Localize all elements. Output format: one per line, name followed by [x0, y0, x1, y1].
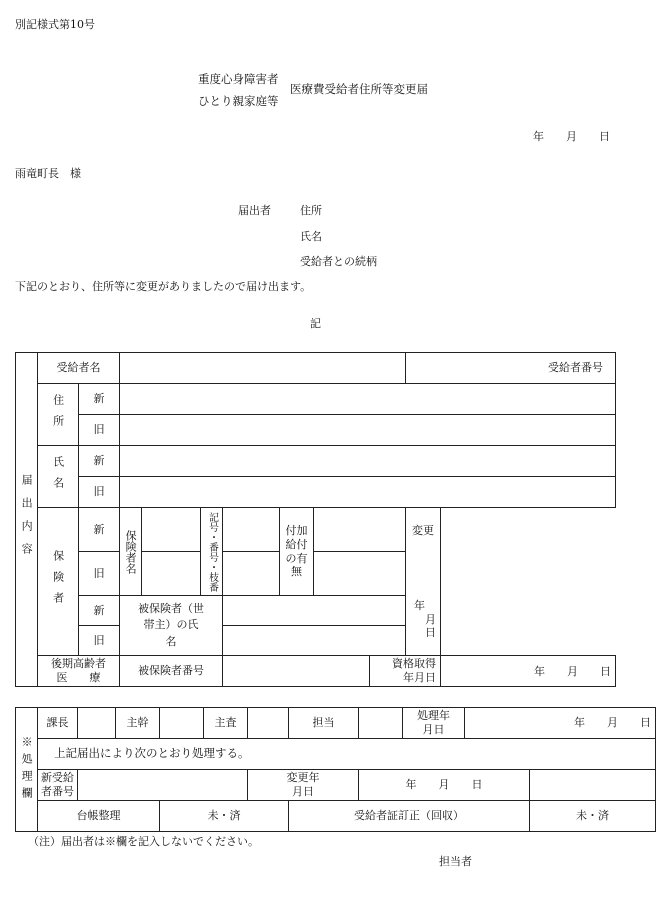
- applicant-address-label: 住所: [300, 204, 322, 217]
- recipient-number-label: 受給者番号: [406, 353, 616, 384]
- form-code: 別記様式第10号: [15, 18, 95, 31]
- elderly-medical-label: 後期高齢者医 療: [38, 656, 120, 687]
- recipient-name-label: 受給者名: [38, 353, 120, 384]
- symbol-number-old-field[interactable]: [223, 552, 280, 596]
- change-date-extra-field[interactable]: [530, 770, 656, 801]
- supplement-label: 付加給付の有無: [280, 508, 314, 596]
- insurer-name-new-field[interactable]: [142, 508, 201, 552]
- side-label-notification: 届出内容: [16, 353, 38, 687]
- insured-number-label: 被保険者番号: [120, 656, 223, 687]
- applicant-label: 届出者: [238, 204, 271, 217]
- insured-old-label: 旧: [79, 626, 120, 656]
- insurer-name-old-field[interactable]: [142, 552, 201, 596]
- insurer-change-date[interactable]: 変更 年月日: [406, 508, 441, 656]
- supplement-old-field[interactable]: [314, 552, 406, 596]
- insured-number-field[interactable]: [223, 656, 370, 687]
- change-date-field[interactable]: 年 月 日: [359, 770, 530, 801]
- name-new-field[interactable]: [120, 446, 616, 477]
- insured-new-label: 新: [79, 596, 120, 626]
- address-new-label: 新: [79, 384, 120, 415]
- ledger-status[interactable]: 未・済: [160, 801, 289, 832]
- notification-table: [15, 352, 616, 687]
- applicant-name-label: 氏名: [300, 230, 322, 243]
- staff-label: 担当: [289, 708, 359, 739]
- address-new-field[interactable]: [120, 384, 616, 415]
- title-line2: ひとり親家庭等: [198, 94, 279, 108]
- insurer-new-label: 新: [79, 508, 120, 552]
- symbol-number-label: 記号・番号・枝番: [201, 508, 223, 596]
- title-main: 医療費受給者住所等変更届: [290, 82, 428, 96]
- supplement-new-field[interactable]: [314, 508, 406, 552]
- address-label: 住所: [38, 384, 79, 446]
- applicant-relation-label: 受給者との続柄: [300, 255, 377, 268]
- supervisor-label: 主査: [204, 708, 248, 739]
- certificate-label: 受給者証訂正（回収）: [289, 801, 530, 832]
- addressee: 雨竜町長 様: [15, 167, 81, 180]
- chief-stamp[interactable]: [160, 708, 204, 739]
- certificate-status[interactable]: 未・済: [530, 801, 656, 832]
- qualification-date-label: 資格取得年月日: [370, 656, 441, 687]
- qualification-date-field[interactable]: 年 月 日: [441, 656, 616, 687]
- section-chief-stamp[interactable]: [78, 708, 116, 739]
- side-label-processing: ※処理欄: [16, 708, 38, 832]
- section-chief-label: 課長: [38, 708, 78, 739]
- name-old-field[interactable]: [120, 477, 616, 508]
- name-old-label: 旧: [79, 477, 120, 508]
- processing-text: 上記届出により次のとおり処理する。: [38, 739, 656, 770]
- new-recipient-number-field[interactable]: [78, 770, 248, 801]
- supervisor-stamp[interactable]: [248, 708, 289, 739]
- insurer-name-label: 保険者名: [120, 508, 142, 596]
- title-line1: 重度心身障害者: [198, 72, 279, 86]
- processing-date-label: 処理年月日: [403, 708, 465, 739]
- processing-table: [15, 707, 656, 832]
- ki-heading: 記: [310, 317, 321, 330]
- address-old-field[interactable]: [120, 415, 616, 446]
- footer-staff-label: 担当者: [439, 855, 472, 868]
- new-recipient-number-label: 新受給者番号: [38, 770, 78, 801]
- intro-text: 下記のとおり、住所等に変更がありましたので届け出ます。: [15, 280, 312, 293]
- address-old-label: 旧: [79, 415, 120, 446]
- staff-stamp[interactable]: [359, 708, 403, 739]
- note-text: （注）届出者は※欄を記入しないでください。: [28, 835, 259, 848]
- change-date-label: 変更年月日: [248, 770, 359, 801]
- ledger-label: 台帳整理: [38, 801, 160, 832]
- insurer-label: 保険者: [38, 508, 79, 656]
- processing-date-field[interactable]: 年 月 日: [465, 708, 656, 739]
- recipient-name-field[interactable]: [120, 353, 406, 384]
- name-label: 氏名: [38, 446, 79, 508]
- insured-name-label: 被保険者（世帯主）の氏 名: [120, 596, 223, 656]
- chief-label: 主幹: [116, 708, 160, 739]
- name-new-label: 新: [79, 446, 120, 477]
- date-top: 年 月 日: [533, 130, 610, 143]
- insurer-old-label: 旧: [79, 552, 120, 596]
- symbol-number-new-field[interactable]: [223, 508, 280, 552]
